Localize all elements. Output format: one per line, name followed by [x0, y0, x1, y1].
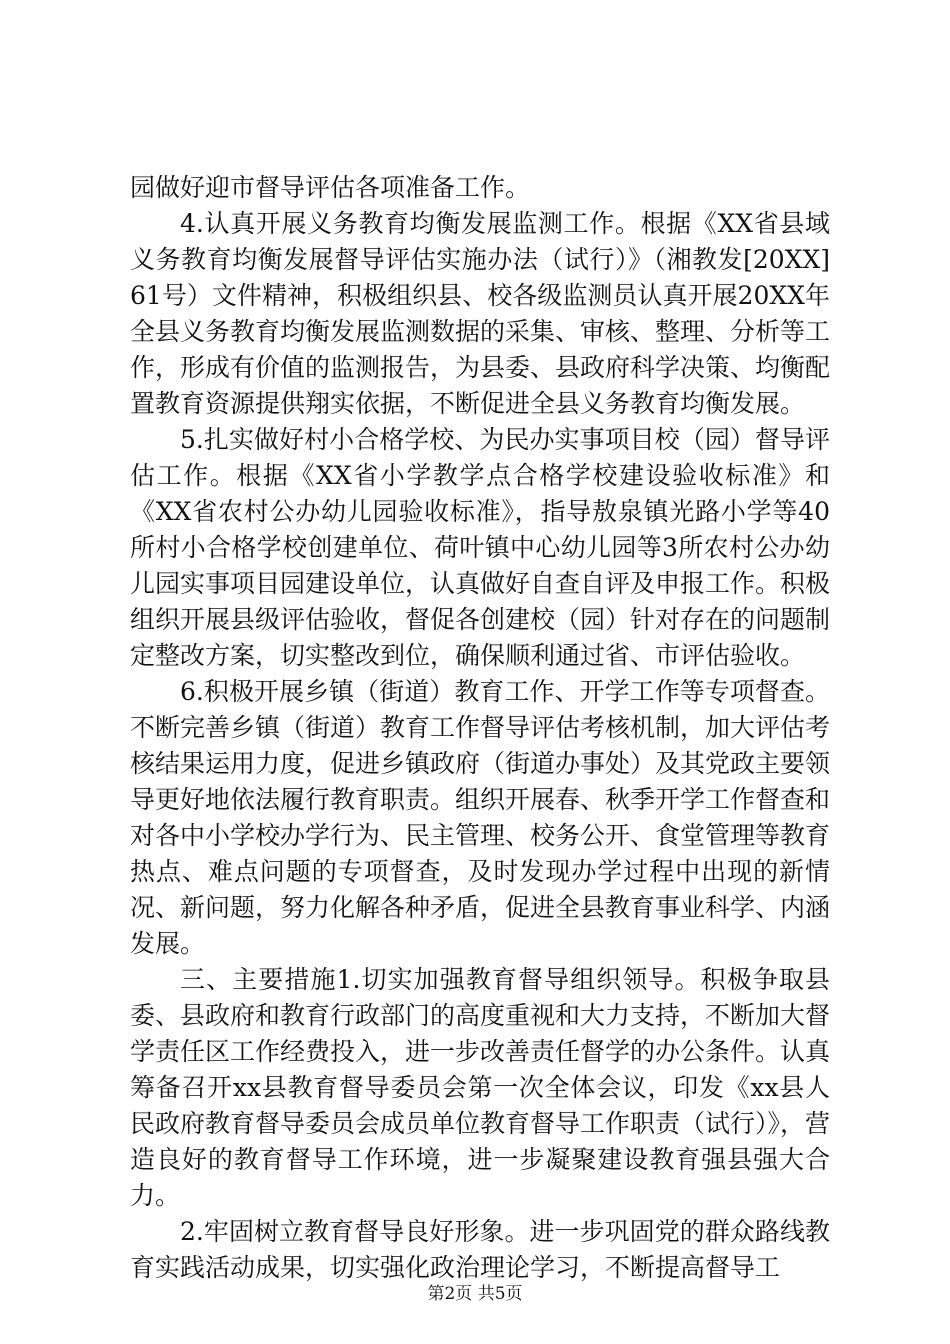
paragraph-continuation: 园做好迎市督导评估各项准备工作。 [130, 173, 531, 202]
document-body [130, 170, 830, 1286]
paragraph-section-3: 三、主要措施1.切实加强教育督导组织领导。积极争取县委、县政府和教育行政部门的高度重视和大力支持，不断加大督学责任区工作经费投入，进一步改善责任督学的办公条件。认真筹备召开xx县教育督导委员会第一次全体会议，印发《xx县人民政府教育督导委员会成员单位教育督导工作职责（试行）》，营造良好的教育督导工作环境，进一步凝聚建设教育强县强大合力。 [130, 965, 831, 1210]
paragraph-item-5: 5.扎实做好村小合格学校、为民办实事项目校（园）督导评估工作。根据《XX省小学教学点合格学校建设验收标准》和《XX省农村公办幼儿园验收标准》，指导敖泉镇光路小学等40所村小合格学校创建单位、荷叶镇中心幼儿园等3所农村公办幼儿园实事项目园建设单位，认真做好自查自评及申报工作。积极组织开展县级评估验收，督促各创建校（园）针对存在的问题制定整改方案，切实整改到位，确保顺利通过省、市评估验收。 [130, 425, 831, 670]
page-number-footer: 第2页 共5页 [427, 1284, 523, 1304]
paragraph-item-4: 4.认真开展义务教育均衡发展监测工作。根据《XX省县域义务教育均衡发展督导评估实施办法（试行）》（湘教发[20XX]61号）文件精神，积极组织县、校各级监测员认真开展20XX年全县义务教育均衡发展监测数据的采集、审核、整理、分析等工作，形成有价值的监测报告，为县委、县政府科学决策、均衡配置教育资源提供翔实依据，不断促进全县义务教育均衡发展。 [130, 209, 831, 418]
paragraph-item-6: 6.积极开展乡镇（街道）教育工作、开学工作等专项督查。不断完善乡镇（街道）教育工作督导评估考核机制，加大评估考核结果运用力度，促进乡镇政府（街道办事处）及其党政主要领导更好地依法履行教育职责。组织开展春、秋季开学工作督查和对各中小学校办学行为、民主管理、校务公开、食堂管理等教育热点、难点问题的专项督查，及时发现办学过程中出现的新情况、新问题，努力化解各种矛盾，促进全县教育事业科学、内涵发展。 [130, 677, 831, 958]
paragraph-measure-2: 2.牢固树立教育督导良好形象。进一步巩固党的群众路线教育实践活动成果，切实强化政治理论学习，不断提高督导工 [130, 1217, 830, 1282]
